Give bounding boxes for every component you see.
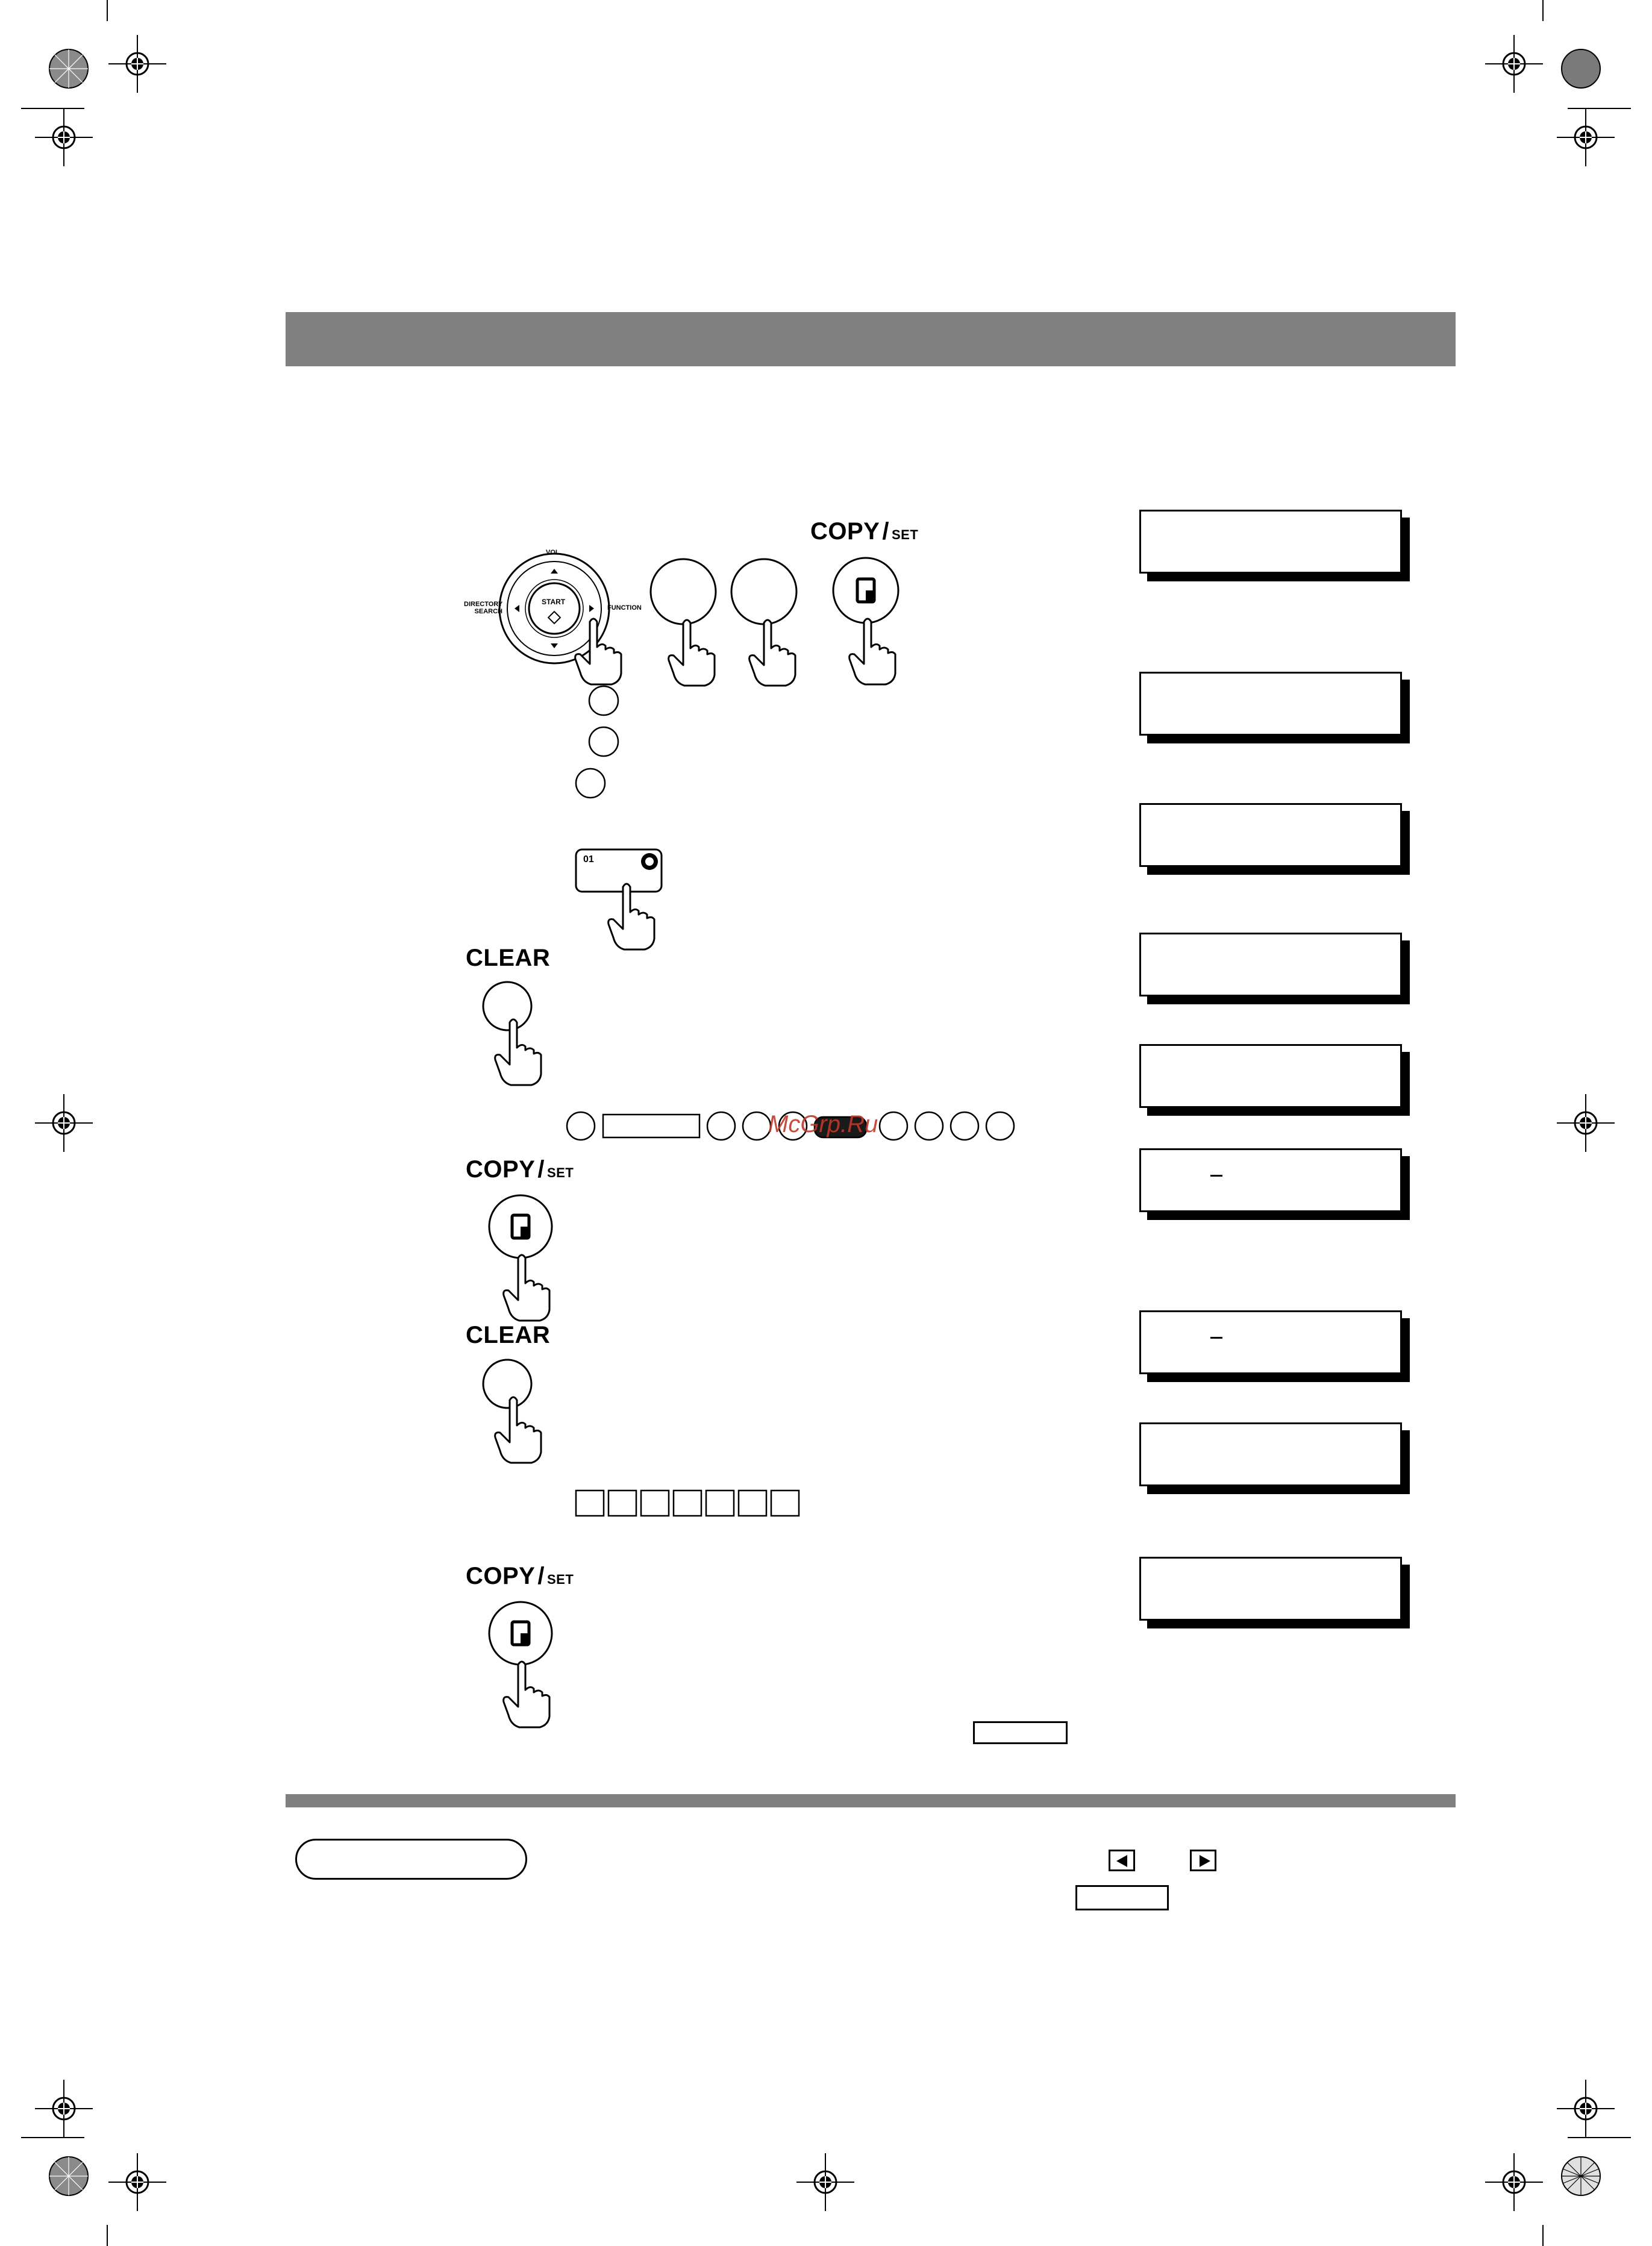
lcd-display-5 — [1139, 1044, 1402, 1108]
copy-set-key-2 — [489, 1195, 552, 1321]
copy-label-1: COPY / SET — [810, 518, 919, 545]
square-key-row — [576, 1491, 799, 1516]
footer-key-box — [1075, 1885, 1169, 1910]
vol-label: VOL. — [546, 549, 562, 556]
start-label: START — [542, 598, 566, 606]
small-key-stack — [576, 686, 618, 798]
clear-key-1 — [483, 982, 541, 1085]
lcd-display-2 — [1139, 672, 1402, 736]
left-arrow-icon — [1109, 1850, 1135, 1871]
lcd-cursor — [1210, 1175, 1222, 1177]
copy-label-3: COPY / SET — [466, 1563, 574, 1589]
lcd-display-6 — [1139, 1148, 1402, 1212]
copy-set-key-3 — [489, 1602, 552, 1727]
copy-label-2: COPY / SET — [466, 1156, 574, 1183]
lcd-display-1 — [1139, 510, 1402, 574]
lcd-display-7 — [1139, 1310, 1402, 1374]
lcd-display-8 — [1139, 1422, 1402, 1486]
function-label: FUNCTION — [607, 604, 642, 612]
note-oval — [295, 1839, 527, 1880]
inline-key-box — [973, 1721, 1068, 1744]
lcd-display-9 — [1139, 1557, 1402, 1621]
one-touch-number: 01 — [583, 854, 594, 865]
right-arrow-icon — [1190, 1850, 1216, 1871]
lcd-display-4 — [1139, 933, 1402, 996]
watermark-text: McGrp.Ru — [768, 1111, 878, 1137]
directory-search-label: DIRECTORY SEARCH — [464, 601, 503, 615]
keypad-row1 — [651, 558, 898, 686]
lcd-cursor — [1210, 1337, 1222, 1339]
clear-label-1: CLEAR — [466, 945, 551, 971]
clear-label-2: CLEAR — [466, 1322, 551, 1348]
lcd-display-3 — [1139, 803, 1402, 867]
clear-key-2 — [483, 1360, 541, 1463]
